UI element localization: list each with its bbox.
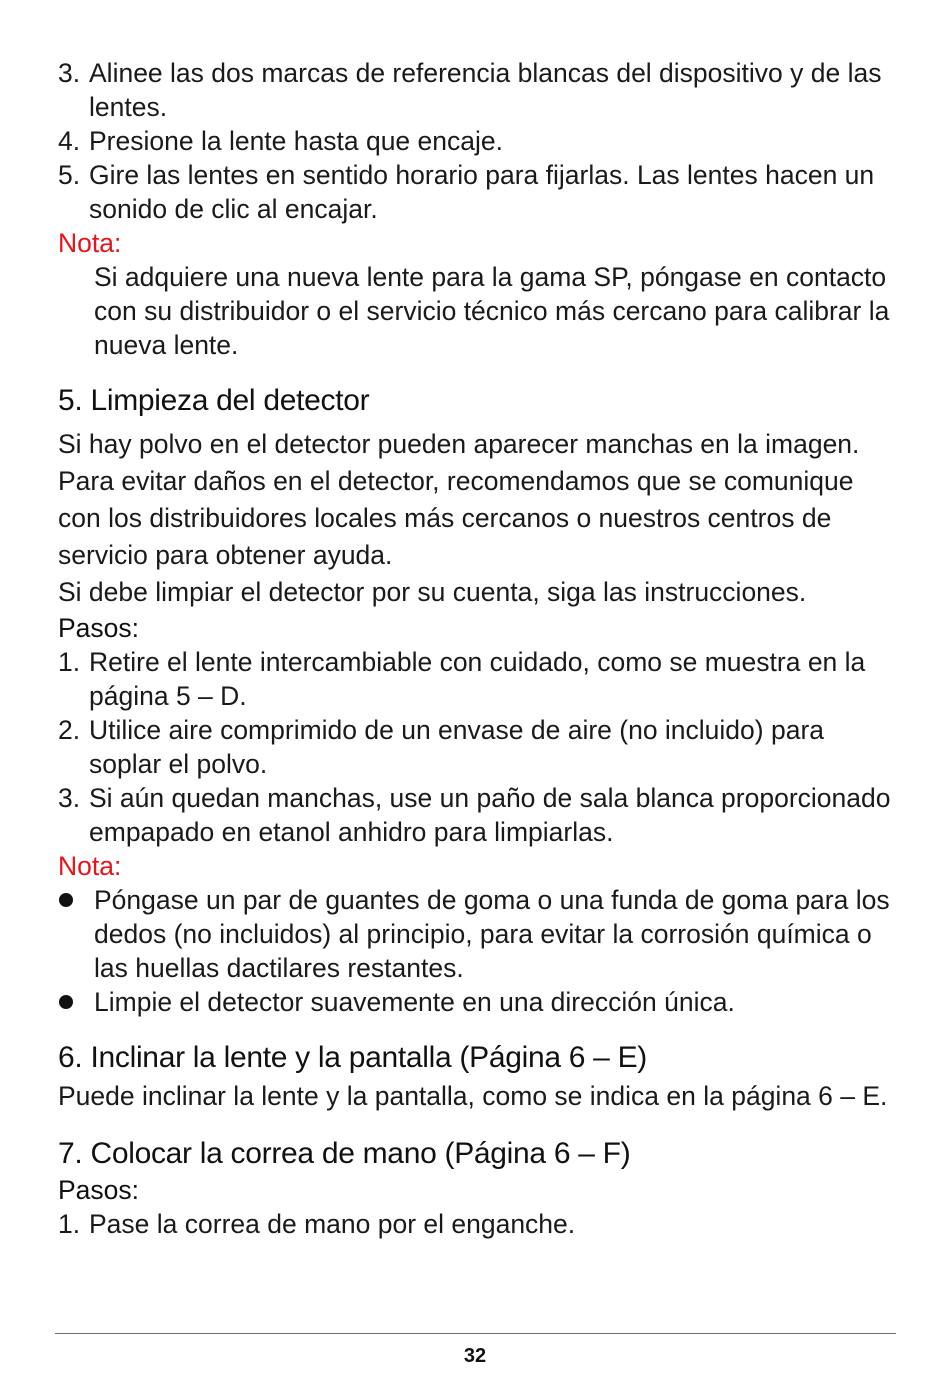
bullet-item (58, 985, 898, 1019)
paragraph: Puede inclinar la lente y la pantalla, como se indica en la página 6 – E. (58, 1081, 888, 1111)
list-number: 5. (58, 160, 81, 190)
strap-steps-list (58, 1207, 898, 1241)
section-heading: 7. Colocar la correa de mano (Página 6 – F) (58, 1137, 631, 1170)
bullet-dot-icon (59, 893, 73, 907)
paragraph: Si debe limpiar el detector por su cuenta, siga las instrucciones. (58, 577, 807, 607)
page-number: 32 (463, 1345, 487, 1367)
list-number: 3. (58, 58, 81, 88)
bullet-text: Póngase un par de guantes de goma o una funda de goma para los dedos (no incluidos) al principio, para evitar la corrosión química o las huellas dactilares restantes. (94, 885, 890, 983)
cleaning-steps-list (58, 645, 898, 849)
note-label: Nota: (58, 228, 122, 258)
list-text: Si aún quedan manchas, use un paño de sala blanca proporcionado empapado en etanol anhidro para limpiarlas. (89, 783, 891, 847)
list-number: 1. (58, 647, 81, 677)
footer-divider (55, 1333, 896, 1334)
bullet-item (58, 883, 898, 985)
steps-label: Pasos: (58, 613, 140, 643)
list-item (58, 713, 898, 781)
note-bullet-list (58, 883, 898, 1019)
list-text: Pase la correa de mano por el enganche. (89, 1209, 576, 1239)
note-label: Nota: (58, 851, 122, 881)
list-number: 1. (58, 1209, 81, 1239)
section-heading: 6. Inclinar la lente y la pantalla (Página 6 – E) (58, 1041, 647, 1074)
list-item (58, 56, 898, 124)
list-item (58, 158, 898, 226)
intro-steps-list (58, 56, 898, 226)
list-item (58, 781, 898, 849)
bullet-dot-icon (59, 995, 73, 1009)
list-text: Alinee las dos marcas de referencia blancas del dispositivo y de las lentes. (89, 58, 882, 122)
list-number: 2. (58, 715, 81, 745)
list-item (58, 1207, 898, 1241)
bullet-text: Limpie el detector suavemente en una dirección única. (94, 987, 735, 1017)
page-content (58, 56, 898, 1241)
list-text: Utilice aire comprimido de un envase de aire (no incluido) para soplar el polvo. (89, 715, 825, 779)
list-text: Presione la lente hasta que encaje. (89, 126, 503, 156)
list-item (58, 124, 898, 158)
list-text: Gire las lentes en sentido horario para fijarlas. Las lentes hacen un sonido de clic al encajar. (89, 160, 875, 224)
list-number: 3. (58, 783, 81, 813)
paragraph: Si hay polvo en el detector pueden aparecer manchas en la imagen. Para evitar daños en el detector, recomendamos que se comunique con los distribuidores locales más cercanos o nuestros centros de servicio para obtener ayuda. (58, 429, 860, 570)
list-item (58, 645, 898, 713)
note-text: Si adquiere una nueva lente para la gama SP, póngase en contacto con su distribuidor o el servicio técnico más cercano para calibrar la nueva lente. (94, 262, 890, 360)
steps-label: Pasos: (58, 1175, 140, 1205)
list-text: Retire el lente intercambiable con cuidado, como se muestra en la página 5 – D. (89, 647, 866, 711)
list-number: 4. (58, 126, 81, 156)
section-heading: 5. Limpieza del detector (58, 384, 370, 417)
